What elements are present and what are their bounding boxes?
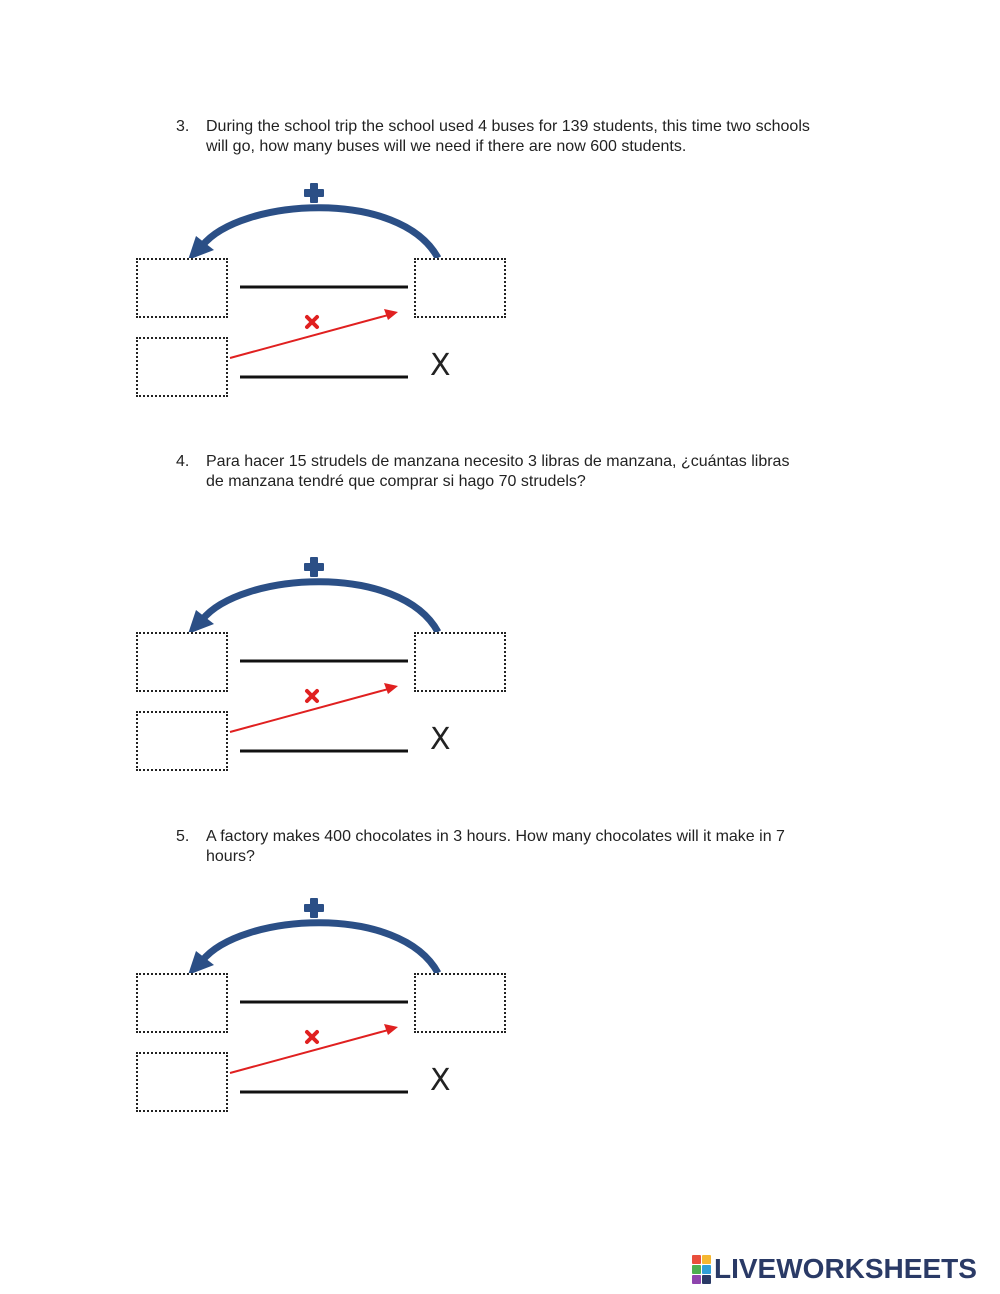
multiply-icon [307, 1032, 317, 1042]
logo-text: LIVEWORKSHEETS [714, 1253, 977, 1284]
question-3 [176, 117, 876, 157]
question-text-line2: de manzana tendré que comprar si hago 70 strudels? [206, 473, 586, 490]
question-number: 3. [176, 118, 190, 135]
cross-arrowhead [384, 1024, 398, 1035]
arc-arrow [202, 923, 438, 973]
answer-box-top-right[interactable] [414, 632, 506, 692]
answer-box-bottom-left[interactable] [136, 711, 228, 771]
question-text-line1: Para hacer 15 strudels de manzana necesito 3 libras de manzana, ¿cuántas libras [206, 453, 790, 470]
cross-arrowhead [384, 683, 398, 694]
arc-arrow [202, 582, 438, 632]
plus-icon [304, 898, 324, 918]
question-text-line1: A factory makes 400 chocolates in 3 hours. How many chocolates will it make in 7 [206, 828, 785, 845]
liveworksheets-logo [692, 1254, 977, 1284]
logo-blocks-icon [692, 1255, 711, 1284]
question-text-line2: will go, how many buses will we need if there are now 600 students. [206, 138, 687, 155]
unknown-x-label: X [430, 1063, 451, 1098]
unknown-x-label: X [430, 348, 451, 383]
question-number: 4. [176, 453, 190, 470]
question-number: 5. [176, 828, 190, 845]
question-5 [176, 827, 876, 867]
multiply-icon [307, 691, 317, 701]
proportion-diagram-5 [130, 893, 520, 1123]
plus-icon [304, 557, 324, 577]
plus-icon [304, 183, 324, 203]
arc-arrow [202, 208, 438, 258]
question-4 [176, 452, 876, 492]
proportion-diagram-3 [130, 178, 520, 408]
answer-box-bottom-left[interactable] [136, 1052, 228, 1112]
answer-box-top-left[interactable] [136, 632, 228, 692]
question-text-line2: hours? [206, 848, 255, 865]
proportion-diagram-4 [130, 552, 520, 782]
question-text-line1: During the school trip the school used 4 buses for 139 students, this time two schools [206, 118, 810, 135]
unknown-x-label: X [430, 722, 451, 757]
cross-arrowhead [384, 309, 398, 320]
answer-box-top-left[interactable] [136, 973, 228, 1033]
answer-box-top-left[interactable] [136, 258, 228, 318]
multiply-icon [307, 317, 317, 327]
answer-box-top-right[interactable] [414, 973, 506, 1033]
answer-box-top-right[interactable] [414, 258, 506, 318]
answer-box-bottom-left[interactable] [136, 337, 228, 397]
